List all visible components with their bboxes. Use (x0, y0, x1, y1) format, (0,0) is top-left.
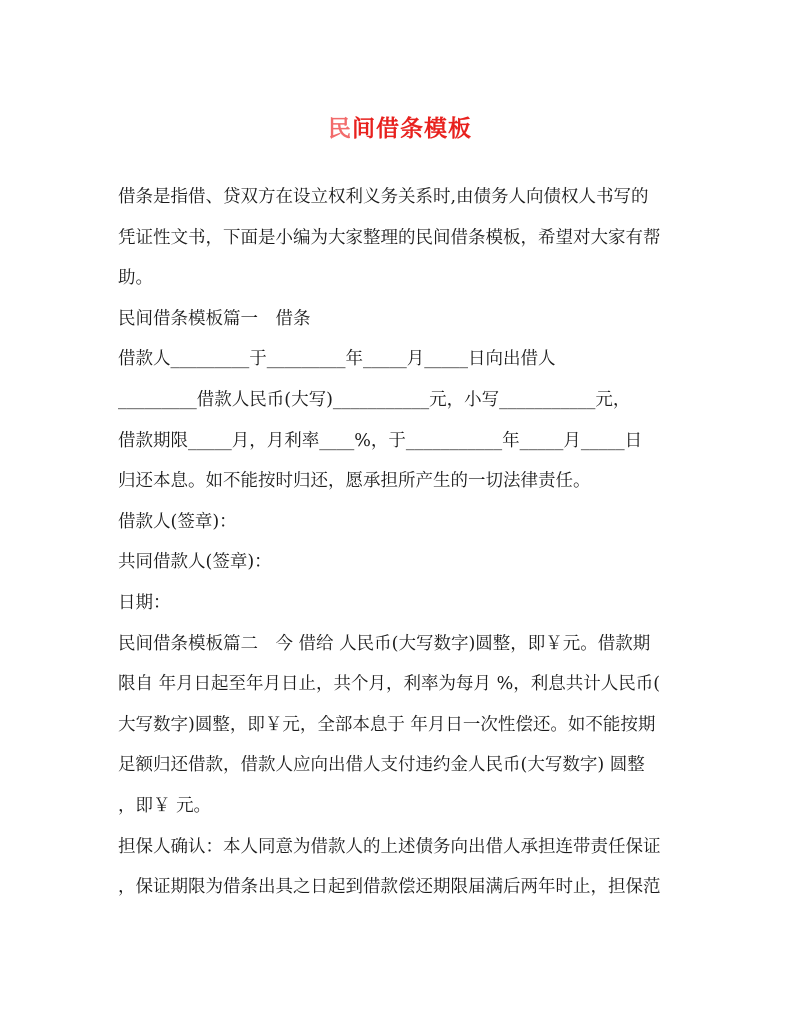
body-line: _________借款人民币(大写)___________元，小写___________元， (118, 389, 631, 410)
body-line: 助。 (118, 268, 153, 289)
body-line: 借条是指借、贷双方在设立权利义务关系时,由债务人向债权人书写的 (118, 187, 649, 207)
document-body (118, 182, 688, 913)
section-heading: 民间借条模板篇二 今 借给 人民币(大写数字)圆整，即￥元。借款期 (118, 633, 651, 654)
section-heading: 民间借条模板篇一 借条 (118, 308, 311, 329)
body-line: 担保人确认：本人同意为借款人的上述债务向出借人承担连带责任保证 (118, 836, 661, 857)
body-line: 归还本息。如不能按时归还，愿承担所产生的一切法律责任。 (118, 471, 591, 492)
body-line: 限自 年月日起至年月日止，共个月，利率为每月 %，利息共计人民币( (118, 674, 661, 695)
title-rest: 间借条模板 (352, 116, 472, 142)
body-line: 大写数字)圆整，即￥元，全部本息于 年月日一次性偿还。如不能按期 (118, 714, 656, 735)
body-line: 借款人_________于_________年_____月_____日向出借人 (118, 349, 556, 370)
signature-line: 借款人(签章)： (118, 511, 237, 532)
body-line: 借款期限_____月，月利率____%，于___________年_____月_____日 (118, 430, 643, 451)
body-line: 足额归还借款，借款人应向出借人支付违约金人民币(大写数字) 圆整 (118, 755, 645, 776)
title-first-char: 民 (328, 116, 352, 142)
document-title (0, 110, 800, 143)
signature-line: 共同借款人(签章)： (118, 552, 272, 573)
body-line: ，保证期限为借条出具之日起到借款偿还期限届满后两年时止，担保范 (118, 877, 661, 898)
body-line: ，即￥ 元。 (118, 795, 212, 816)
body-line: 凭证性文书，下面是小编为大家整理的民间借条模板，希望对大家有帮 (118, 227, 661, 248)
date-line: 日期： (118, 592, 171, 613)
